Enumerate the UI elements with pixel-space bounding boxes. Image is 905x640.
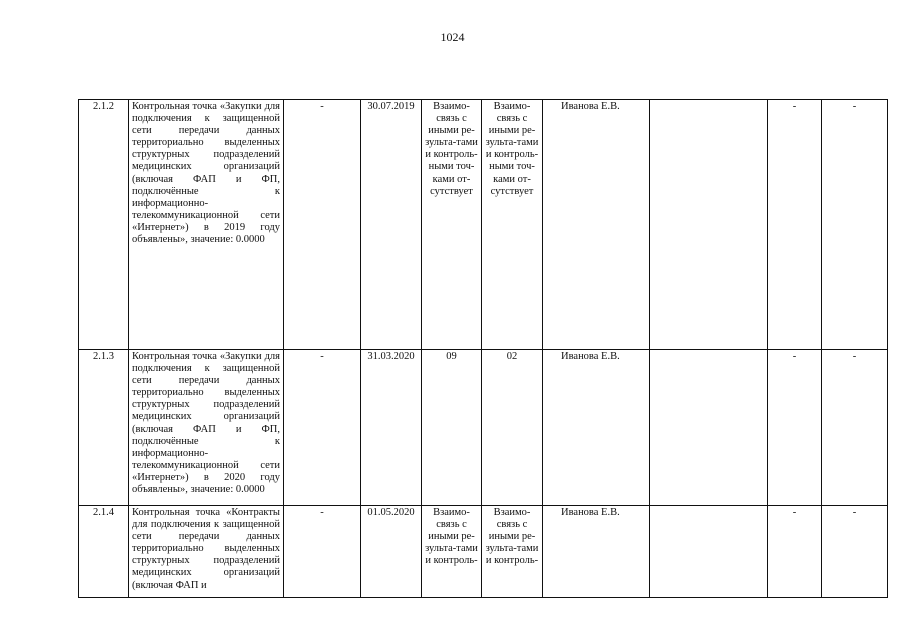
row-responsible: Иванова Е.В. [543,100,650,350]
page-number: 1024 [440,30,465,44]
row-description: Контрольная точка «Закупки для подключения к защищенной сети передачи данных территориально выделенных структурных подразделений медицинских организаций (включая ФАП и ФП, подключённые к информационно-телекоммуникационной сети «Интернет») в 2020 году объявлены», значение: 0.0000 [129,350,284,506]
row-col8 [650,350,768,506]
row-link2: Взаимо-связь с иными ре-зульта-тами и контроль- [482,506,543,598]
row-responsible: Иванова Е.В. [543,506,650,598]
row-link1: Взаимо-связь с иными ре-зульта-тами и контроль- [422,506,482,598]
row-col10: - [822,506,888,598]
row-id: 2.1.3 [79,350,129,506]
row-col9: - [768,100,822,350]
row-col9: - [768,350,822,506]
row-responsible: Иванова Е.В. [543,350,650,506]
row-description: Контрольная точка «Контракты для подключения к защищенной сети передачи данных территориально выделенных структурных подразделений медицинских организаций (включая ФАП и [129,506,284,598]
row-id: 2.1.2 [79,100,129,350]
table-row [79,506,888,598]
row-col8 [650,506,768,598]
control-points-table [78,99,888,598]
table-row [79,350,888,506]
row-link1: Взаимо-связь с иными ре-зульта-тами и контроль-ными точ-ками от-сутствует [422,100,482,350]
row-date: 31.03.2020 [361,350,422,506]
row-link2: Взаимо-связь с иными ре-зульта-тами и контроль-ными точ-ками от-сутствует [482,100,543,350]
row-link2: 02 [482,350,543,506]
row-id: 2.1.4 [79,506,129,598]
row-col3: - [284,100,361,350]
row-description: Контрольная точка «Закупки для подключения к защищенной сети передачи данных территориально выделенных структурных подразделений медицинских организаций (включая ФАП и ФП, подключённые к информационно-телекоммуникационной сети «Интернет») в 2019 году объявлены», значение: 0.0000 [129,100,284,350]
row-date: 01.05.2020 [361,506,422,598]
row-link1: 09 [422,350,482,506]
row-date: 30.07.2019 [361,100,422,350]
row-col10: - [822,100,888,350]
row-col3: - [284,506,361,598]
table-row [79,100,888,350]
row-col8 [650,100,768,350]
row-col3: - [284,350,361,506]
row-col10: - [822,350,888,506]
row-col9: - [768,506,822,598]
